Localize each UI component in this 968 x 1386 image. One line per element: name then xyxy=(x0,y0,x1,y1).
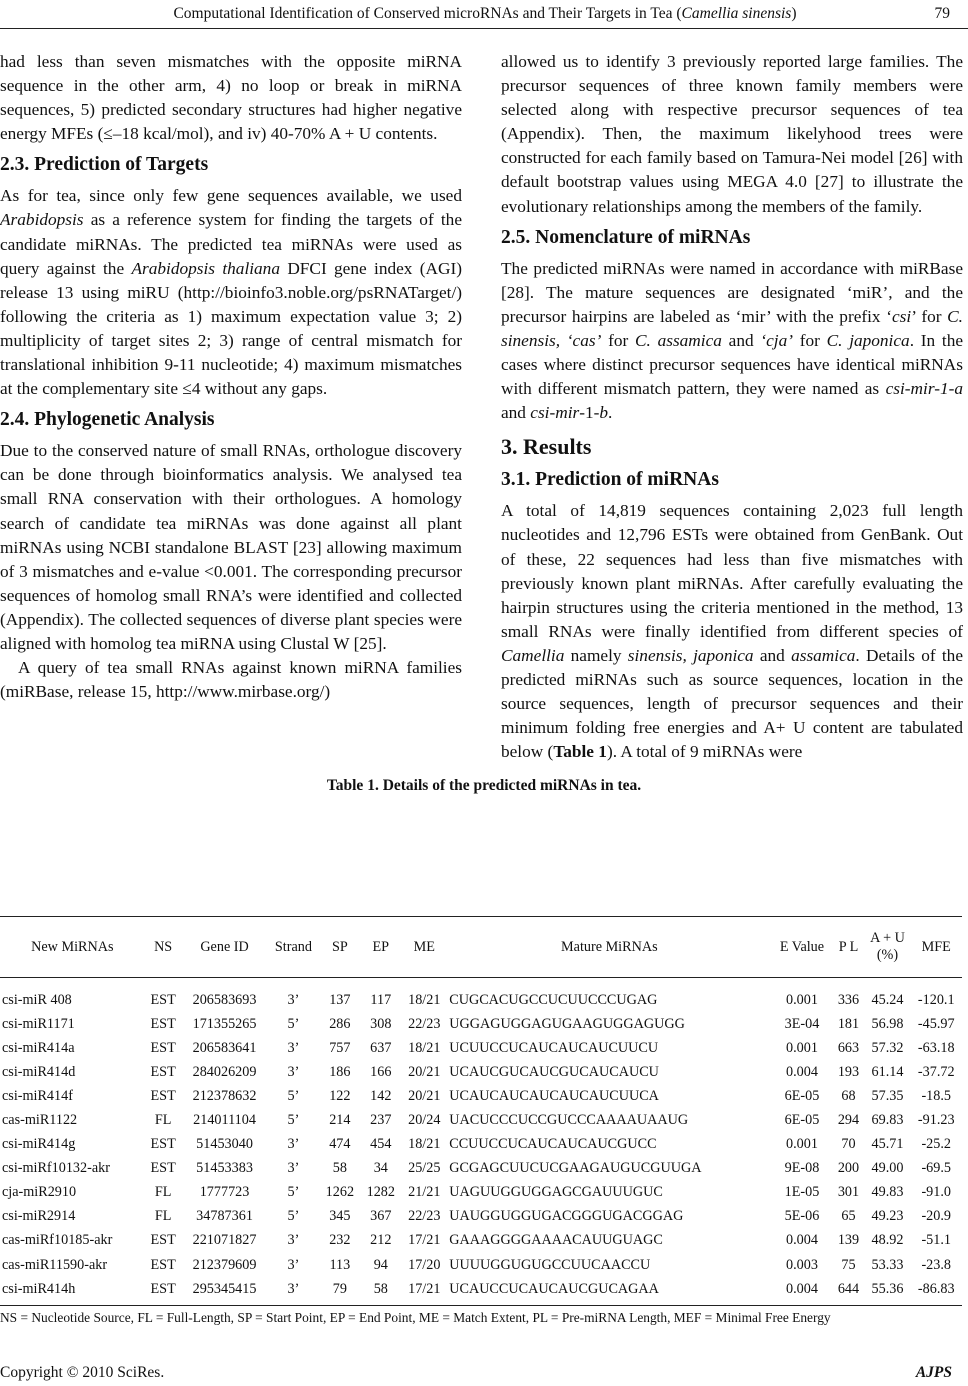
cell-sp: 186 xyxy=(329,1063,351,1080)
cell-me: 17/21 xyxy=(401,1277,447,1306)
cell-ep: 58 xyxy=(360,1277,401,1306)
cell-e-value: 0.003 xyxy=(785,1256,818,1273)
header-e-value: E Value xyxy=(771,917,832,978)
cell-me: 22/23 xyxy=(408,1015,441,1032)
cell-ns: EST xyxy=(150,1087,176,1104)
cell-ep: 308 xyxy=(370,1015,392,1032)
cell-pl: 301 xyxy=(837,1184,860,1201)
cell-me: 17/21 xyxy=(408,1232,441,1249)
cell-au: 61.14 xyxy=(871,1063,904,1080)
cell-au: 53.33 xyxy=(871,1256,904,1273)
cell-new-mirna: csi-miR414f xyxy=(2,1087,73,1104)
header-au: A + U (%) xyxy=(864,917,910,978)
cell-mfe: -91.23 xyxy=(917,1112,955,1129)
cell-ep: 1282 xyxy=(366,1184,395,1201)
cell-new-mirna: csi-miRf10132-akr xyxy=(2,1160,110,1177)
paragraph-families: allowed us to identify 3 previously reported large families. The precursor sequences of three known family members were selected along with respective precursor sequences of tea (Appendix). Then, the maximum likelyhood trees were constructed for each family based on Tamura-Nei model [26] with default bootstrap values using MEGA 4.0 [27] to illustrate the evolutionary relationships among the members of the family. xyxy=(501,52,963,216)
cell-au: 48.92 xyxy=(871,1232,904,1249)
cell-mature-mirna: UCAUCGUCAUCGUCAUCAUCU xyxy=(449,1063,659,1080)
cell-mfe: -25.2 xyxy=(921,1136,952,1153)
cell-gene-id: 212378632 xyxy=(192,1087,257,1104)
page-footer xyxy=(0,1363,960,1383)
cell-au: 69.83 xyxy=(871,1112,904,1129)
cell-ns: FL xyxy=(154,1184,172,1201)
cell-sp: 474 xyxy=(329,1136,351,1153)
cell-ep: 367 xyxy=(370,1208,392,1225)
table-row xyxy=(0,1205,962,1229)
cell-me: 20/21 xyxy=(408,1063,441,1080)
left-column xyxy=(0,50,462,704)
cell-me: 17/20 xyxy=(408,1256,441,1273)
table-row xyxy=(0,1108,962,1132)
cell-e-value: 0.001 xyxy=(785,1039,818,1056)
cell-sp: 757 xyxy=(329,1039,351,1056)
cell-gene-id: 171355265 xyxy=(192,1015,257,1032)
cell-mature-mirna: GAAAGGGGAAAACAUUGUAGC xyxy=(449,1232,663,1249)
cell-ns: EST xyxy=(150,1256,176,1273)
cell-strand: 3’ xyxy=(267,1277,319,1306)
cell-ep: 454 xyxy=(370,1136,392,1153)
paragraph-query: A query of tea small RNAs against known miRNA families (miRBase, release 15, http://www.mirbase.org/) xyxy=(0,658,462,702)
heading-results: 3. Results xyxy=(501,434,592,460)
cell-sp: 58 xyxy=(332,1160,347,1177)
table-row xyxy=(0,1012,962,1036)
cell-pl: 336 xyxy=(837,991,860,1008)
cell-e-value: 1E-05 xyxy=(784,1184,820,1201)
table-caption: Table 1. Details of the predicted miRNAs in tea. xyxy=(326,777,642,794)
cell-mature-mirna: GCGAGCUUCUCGAAGAUGUCGUUGA xyxy=(449,1160,702,1177)
journal-name: AJPS xyxy=(915,1364,952,1381)
cell-strand: 5’ xyxy=(287,1184,300,1201)
cell-ns: EST xyxy=(150,1015,176,1032)
cell-au: 57.32 xyxy=(871,1039,904,1056)
header-rule xyxy=(0,28,968,29)
cell-mfe: -45.97 xyxy=(917,1015,955,1032)
cell-strand: 3’ xyxy=(287,991,300,1008)
cell-mfe: -69.5 xyxy=(921,1160,952,1177)
paragraph-results: A total of 14,819 sequences containing 2,023 full length nucleotides and 12,796 ESTs were obtained from GenBank. Out of these, 22 sequences had less than five mismatches with previously known plant miRNAs. After carefully evaluating the hairpin structures using the criteria mentioned in the method, 13 small RNAs were finally identified from different species of Camellia namely sinensis, japonica and assamica. Details of the predicted miRNAs such as source sequences, location in the source sequences, length of precursor sequences and their minimum folding free energies and A+ U content are tabulated below (Table 1). A total of 9 miRNAs were xyxy=(501,501,963,762)
cell-ep: 94 xyxy=(373,1256,388,1273)
cell-mfe: -18.5 xyxy=(921,1087,952,1104)
cell-gene-id: 51453040 xyxy=(196,1136,253,1153)
cell-new-mirna: csi-miR414a xyxy=(2,1039,75,1056)
table-row xyxy=(0,1181,962,1205)
cell-e-value: 3E-04 xyxy=(784,1015,820,1032)
cell-e-value: 6E-05 xyxy=(784,1112,820,1129)
cell-me: 18/21 xyxy=(408,991,441,1008)
cell-gene-id: 206583641 xyxy=(192,1039,257,1056)
cell-au: 45.24 xyxy=(871,991,904,1008)
paragraph-nomenclature: The predicted miRNAs were named in accordance with miRBase [28]. The mature sequences are designated ‘miR’, and the precursor hairpins are labeled as ‘mir’ with the prefix ‘csi’ for C. sinensis, ‘cas’ for C. assamica and ‘cja’ for C. japonica. In the cases where distinct precursor sequences have identical miRNAs with different mismatch pattern, they were named as csi-mir-1-a and csi-mir-1-b. xyxy=(501,258,963,423)
cell-ns: EST xyxy=(150,1160,176,1177)
cell-e-value: 9E-08 xyxy=(784,1160,820,1177)
header-me: ME xyxy=(401,917,447,978)
header-gene-id: Gene ID xyxy=(182,917,268,978)
table-row xyxy=(0,1157,962,1181)
cell-mfe: -51.1 xyxy=(921,1232,952,1249)
cell-sp: 232 xyxy=(329,1232,351,1249)
cell-e-value: 0.001 xyxy=(785,1136,818,1153)
cell-mature-mirna: UUUUGGUGUGCCUUCAACCU xyxy=(449,1256,651,1273)
running-title: Computational Identification of Conserved microRNAs and Their Targets in Tea (Camellia sinensis) xyxy=(173,5,797,22)
cell-au: 55.36 xyxy=(864,1277,910,1306)
cell-au: 49.83 xyxy=(871,1184,904,1201)
cell-ep: 117 xyxy=(370,991,392,1008)
cell-new-mirna: cas-miRf10185-akr xyxy=(2,1232,113,1249)
cell-mfe: -23.8 xyxy=(921,1256,952,1273)
cell-ns: EST xyxy=(150,1232,176,1249)
mirna-table xyxy=(0,916,962,1306)
cell-me: 22/23 xyxy=(408,1208,441,1225)
table-row xyxy=(0,1084,962,1108)
header-new-mirnas: New MiRNAs xyxy=(0,917,145,978)
cell-ns: EST xyxy=(150,1039,176,1056)
paragraph-phylogenetic: Due to the conserved nature of small RNAs, orthologue discovery can be done through bioinformatics analysis. We analysed tea small RNA conservation with their orthologues. A homology search of candidate tea miRNAs was done against all plant miRNAs using NCBI standalone BLAST [23] allowing maximum of 3 mismatches and e-value <0.001. The corresponding precursor sequences of homolog small RNA’s were identified and collected (Appendix). The collected sequences of diverse plant species were aligned with homolog tea miRNA using Clustal W [25]. xyxy=(0,441,462,653)
cell-strand: 3’ xyxy=(287,1063,300,1080)
cell-pl: 644 xyxy=(832,1277,864,1306)
cell-strand: 5’ xyxy=(287,1015,300,1032)
cell-sp: 286 xyxy=(329,1015,351,1032)
copyright: Copyright © 2010 SciRes. xyxy=(0,1364,165,1381)
cell-mature-mirna: UCUUCCUCAUCAUCAUCUUCU xyxy=(449,1039,659,1056)
cell-pl: 68 xyxy=(841,1087,856,1104)
table-row xyxy=(0,978,962,1013)
cell-sp: 79 xyxy=(319,1277,360,1306)
cell-gene-id: 284026209 xyxy=(192,1063,257,1080)
cell-me: 20/21 xyxy=(408,1087,441,1104)
cell-new-mirna: csi-miR1171 xyxy=(2,1015,75,1032)
cell-ns: EST xyxy=(150,991,176,1008)
cell-new-mirna: csi-miR2914 xyxy=(2,1208,76,1225)
cell-e-value: 0.004 xyxy=(785,1063,818,1080)
cell-strand: 5’ xyxy=(287,1208,300,1225)
cell-new-mirna: csi-miR414h xyxy=(0,1277,145,1306)
cell-mfe: -91.0 xyxy=(921,1184,952,1201)
cell-mfe: -20.9 xyxy=(921,1208,952,1225)
cell-e-value: 0.001 xyxy=(785,991,818,1008)
cell-au: 45.71 xyxy=(871,1136,904,1153)
table-row xyxy=(0,1229,962,1253)
cell-sp: 137 xyxy=(329,991,351,1008)
cell-gene-id: 212379609 xyxy=(192,1256,257,1273)
cell-gene-id: 221071827 xyxy=(192,1232,257,1249)
cell-ep: 34 xyxy=(373,1160,388,1177)
cell-mfe: -86.83 xyxy=(910,1277,962,1306)
table-row xyxy=(0,1253,962,1277)
cell-gene-id: 51453383 xyxy=(196,1160,253,1177)
cell-au: 56.98 xyxy=(871,1015,904,1032)
cell-pl: 181 xyxy=(837,1015,860,1032)
table-body xyxy=(0,978,962,1306)
header-mfe: MFE xyxy=(910,917,962,978)
header-ep: EP xyxy=(360,917,401,978)
right-column xyxy=(501,50,963,764)
cell-gene-id: 206583693 xyxy=(192,991,257,1008)
cell-new-mirna: csi-miR414d xyxy=(2,1063,76,1080)
cell-pl: 294 xyxy=(837,1112,860,1129)
cell-gene-id: 1777723 xyxy=(199,1184,250,1201)
cell-sp: 113 xyxy=(329,1256,351,1273)
cell-ep: 142 xyxy=(370,1087,392,1104)
table-row xyxy=(0,1036,962,1060)
header-ns: NS xyxy=(145,917,182,978)
heading-nomenclature: 2.5. Nomenclature of miRNAs xyxy=(501,226,751,248)
cell-strand: 3’ xyxy=(287,1136,300,1153)
cell-e-value: 5E-06 xyxy=(784,1208,820,1225)
cell-me: 18/21 xyxy=(408,1136,441,1153)
cell-mature-mirna: CUGCACUGCCUCUUCCCUGAG xyxy=(449,991,658,1008)
cell-au: 49.00 xyxy=(871,1160,904,1177)
cell-pl: 200 xyxy=(837,1160,860,1177)
cell-ns: FL xyxy=(154,1112,172,1129)
cell-pl: 139 xyxy=(837,1232,860,1249)
cell-mature-mirna: UAGUUGGUGGAGCGAUUUGUC xyxy=(449,1184,663,1201)
cell-strand: 5’ xyxy=(287,1112,300,1129)
cell-ns: EST xyxy=(150,1063,176,1080)
cell-mature-mirna: UACUCCCUCCGUCCCAAAAUAAUG xyxy=(449,1112,689,1129)
header-sp: SP xyxy=(319,917,360,978)
cell-gene-id: 34787361 xyxy=(196,1208,253,1225)
cell-ns: EST xyxy=(150,1136,176,1153)
cell-pl: 75 xyxy=(841,1256,856,1273)
cell-mature-mirna: UAUGGUGGUGACGGGUGACGGAG xyxy=(449,1208,684,1225)
running-header xyxy=(20,4,950,26)
cell-mature-mirna: UCAUCAUCAUCAUCAUCUUCA xyxy=(449,1087,659,1104)
page-number: 79 xyxy=(934,5,950,22)
cell-new-mirna: csi-miR 408 xyxy=(2,991,72,1008)
cell-gene-id: 295345415 xyxy=(182,1277,268,1306)
table-row xyxy=(0,1060,962,1084)
cell-new-mirna: csi-miR414g xyxy=(2,1136,76,1153)
cell-strand: 3’ xyxy=(287,1232,300,1249)
table-footnote: NS = Nucleotide Source, FL = Full-Length, SP = Start Point, EP = End Point, ME = Match Extent, PL = Pre-miRNA Length, MEF = Minimal Free Energy xyxy=(0,1310,831,1325)
cell-new-mirna: cas-miR11590-akr xyxy=(2,1256,108,1273)
cell-new-mirna: cja-miR2910 xyxy=(2,1184,77,1201)
cell-strand: 3’ xyxy=(287,1256,300,1273)
cell-mature-mirna: UCAUCCUCAUCAUCGUCAGAA xyxy=(447,1277,771,1306)
cell-me: 20/24 xyxy=(408,1112,441,1129)
cell-gene-id: 214011104 xyxy=(193,1112,256,1129)
header-strand: Strand xyxy=(267,917,319,978)
cell-pl: 663 xyxy=(837,1039,860,1056)
cell-ns: EST xyxy=(145,1277,182,1306)
cell-ep: 237 xyxy=(370,1112,392,1129)
table-row xyxy=(0,1133,962,1157)
cell-mature-mirna: UGGAGUGGAGUGAAGUGGAGUGG xyxy=(449,1015,685,1032)
cell-ep: 166 xyxy=(370,1063,392,1080)
cell-e-value: 0.004 xyxy=(771,1277,832,1306)
cell-strand: 5’ xyxy=(287,1087,300,1104)
cell-e-value: 0.004 xyxy=(785,1232,818,1249)
cell-ns: FL xyxy=(154,1208,172,1225)
paragraph-criteria-end: had less than seven mismatches with the opposite miRNA sequence in the other arm, 4) no loop or break in miRNA sequences, 5) predicted secondary structures had higher negative energy MFEs (≤–18 kcal/mol), and iv) 40-70% A + U contents. xyxy=(0,52,462,144)
cell-me: 21/21 xyxy=(408,1184,441,1201)
cell-pl: 193 xyxy=(837,1063,860,1080)
cell-au: 57.35 xyxy=(871,1087,904,1104)
cell-pl: 65 xyxy=(841,1208,856,1225)
cell-ep: 637 xyxy=(370,1039,392,1056)
heading-prediction-of-targets: 2.3. Prediction of Targets xyxy=(0,154,209,176)
cell-mature-mirna: CCUUCCUCAUCAUCAUCGUCC xyxy=(449,1136,657,1153)
cell-new-mirna: cas-miR1122 xyxy=(2,1112,78,1129)
cell-me: 25/25 xyxy=(408,1160,441,1177)
cell-strand: 3’ xyxy=(287,1039,300,1056)
heading-prediction-of-mirnas: 3.1. Prediction of miRNAs xyxy=(501,469,719,491)
cell-strand: 3’ xyxy=(287,1160,300,1177)
cell-ep: 212 xyxy=(370,1232,392,1249)
header-mature-mirnas: Mature MiRNAs xyxy=(447,917,771,978)
cell-sp: 122 xyxy=(329,1087,351,1104)
cell-au: 49.23 xyxy=(871,1208,904,1225)
cell-e-value: 6E-05 xyxy=(784,1087,820,1104)
table-row xyxy=(0,1277,962,1306)
heading-phylogenetic-analysis: 2.4. Phylogenetic Analysis xyxy=(0,409,215,431)
cell-me: 18/21 xyxy=(408,1039,441,1056)
cell-pl: 70 xyxy=(841,1136,856,1153)
cell-sp: 214 xyxy=(329,1112,351,1129)
cell-mfe: -63.18 xyxy=(917,1039,955,1056)
cell-sp: 345 xyxy=(329,1208,351,1225)
paragraph-targets: As for tea, since only few gene sequences available, we used Arabidopsis as a reference system for finding the targets of the candidate miRNAs. The predicted tea miRNAs were used as query against the Arabidopsis thaliana DFCI gene index (AGI) release 13 using miRU (http://bioinfo3.noble.org/psRNATarget/) following the criteria as 1) maximum expectation value 3; 2) multiplicity of target sites 2; 3) range of central mismatch for translational inhibition 9-11 nucleotide; 4) maximum mismatches at the complementary site ≤4 without any gaps. xyxy=(0,186,462,399)
cell-mfe: -120.1 xyxy=(917,991,955,1008)
header-pl: P L xyxy=(832,917,864,978)
cell-sp: 1262 xyxy=(325,1184,355,1201)
table-header-row xyxy=(0,917,962,978)
cell-mfe: -37.72 xyxy=(917,1063,955,1080)
